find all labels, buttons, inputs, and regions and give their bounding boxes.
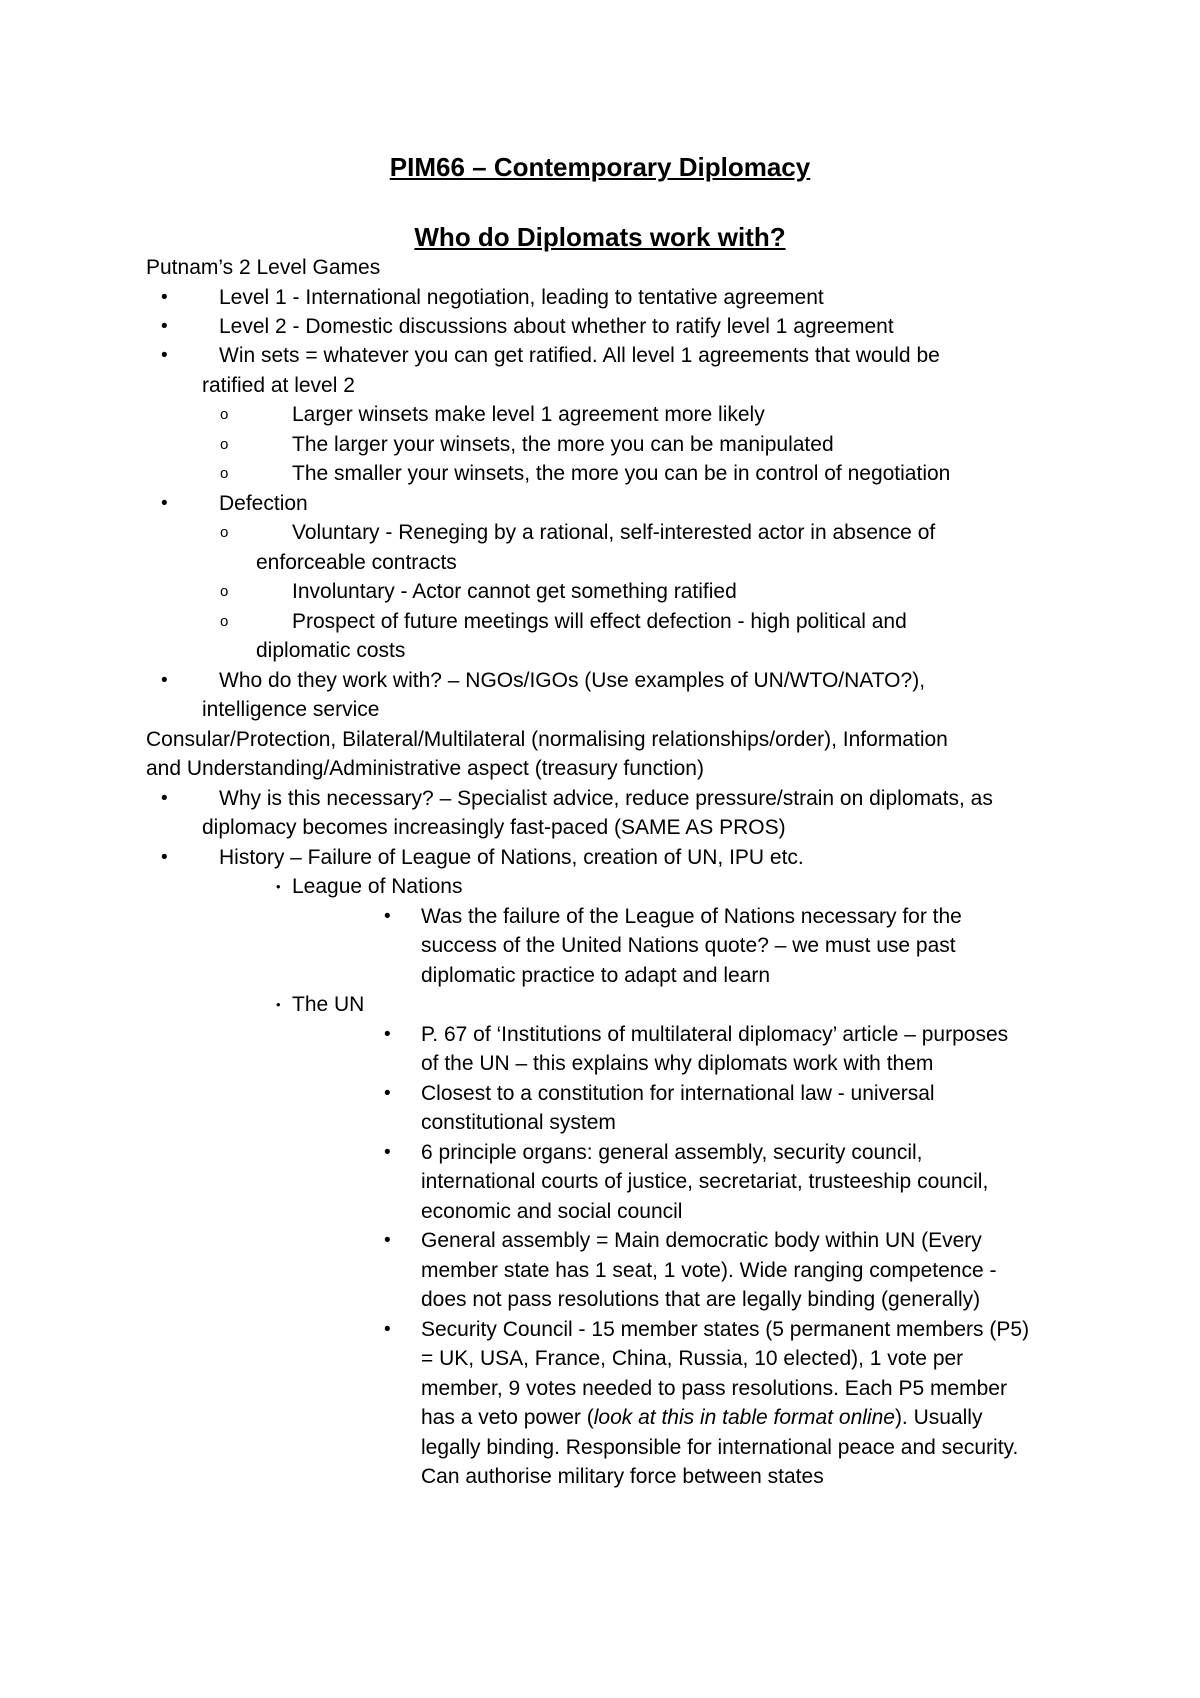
bullet-icon: • — [161, 493, 168, 514]
sub-list-item: Involuntary - Actor cannot get something ratified — [292, 580, 737, 603]
circle-bullet-icon: o — [220, 524, 229, 541]
bullet-icon: • — [161, 788, 168, 809]
bullet-icon: • — [161, 316, 168, 337]
nested-item: Was the failure of the League of Nations necessary for the — [421, 905, 962, 928]
nested-item-continuation: does not pass resolutions that are legally binding (generally) — [421, 1288, 981, 1311]
bullet-icon: • — [384, 1024, 391, 1045]
list-item-continuation: ratified at level 2 — [202, 374, 355, 397]
nested-item: P. 67 of ‘Institutions of multilateral diplomacy’ article – purposes — [421, 1023, 1009, 1046]
sub-list-item: The smaller your winsets, the more you can be in control of negotiation — [292, 462, 951, 485]
bullet-icon: • — [161, 287, 168, 308]
nested-item-continuation: of the UN – this explains why diplomats work with them — [421, 1052, 934, 1075]
paragraph-line: and Understanding/Administrative aspect (treasury function) — [146, 757, 704, 780]
circle-bullet-icon: o — [220, 436, 229, 453]
bullet-icon: • — [161, 847, 168, 868]
text-segment: has a veto power ( — [421, 1406, 594, 1429]
nested-item-continuation: Can authorise military force between states — [421, 1465, 824, 1488]
section-heading: Who do Diplomats work with? — [414, 222, 786, 252]
circle-bullet-icon: o — [220, 465, 229, 482]
list-item: Win sets = whatever you can get ratified. All level 1 agreements that would be — [219, 344, 940, 367]
putnam-heading: Putnam’s 2 Level Games — [146, 256, 381, 279]
nested-heading: The UN — [292, 993, 365, 1016]
list-item: Why is this necessary? – Specialist advice, reduce pressure/strain on diplomats, as — [219, 787, 993, 810]
bullet-icon: • — [384, 1083, 391, 1104]
list-item: Who do they work with? – NGOs/IGOs (Use examples of UN/WTO/NATO?), — [219, 669, 926, 692]
nested-item-continuation: diplomatic practice to adapt and learn — [421, 964, 771, 987]
nested-item: Closest to a constitution for international law - universal — [421, 1082, 935, 1105]
bullet-icon: • — [276, 879, 281, 894]
sub-list-item-continuation: enforceable contracts — [256, 551, 457, 574]
list-item-continuation: diplomacy becomes increasingly fast-paced (SAME AS PROS) — [202, 816, 786, 839]
bullet-icon: • — [384, 1230, 391, 1251]
nested-item-continuation — [421, 1403, 982, 1432]
nested-item: Security Council - 15 member states (5 permanent members (P5) — [421, 1318, 1030, 1341]
sub-list-item: Prospect of future meetings will effect defection - high political and — [292, 610, 907, 633]
document-title: PIM66 – Contemporary Diplomacy — [389, 152, 811, 182]
nested-item-continuation: international courts of justice, secretariat, trusteeship council, — [421, 1170, 989, 1193]
sub-list-item: Larger winsets make level 1 agreement more likely — [292, 403, 765, 426]
nested-heading: League of Nations — [292, 875, 463, 898]
list-item: History – Failure of League of Nations, creation of UN, IPU etc. — [219, 846, 804, 869]
bullet-icon: • — [161, 670, 168, 691]
bullet-icon: • — [384, 1142, 391, 1163]
text-segment: ). Usually — [894, 1406, 983, 1429]
nested-item-continuation: member state has 1 seat, 1 vote). Wide ranging competence - — [421, 1259, 997, 1282]
sub-list-item: Voluntary - Reneging by a rational, self-interested actor in absence of — [292, 521, 936, 544]
italic-text: look at this in table format online — [593, 1406, 895, 1429]
nested-item-continuation: constitutional system — [421, 1111, 616, 1134]
circle-bullet-icon: o — [220, 583, 229, 600]
nested-item-continuation: member, 9 votes needed to pass resolutions. Each P5 member — [421, 1377, 1007, 1400]
bullet-icon: • — [276, 997, 281, 1012]
nested-item-continuation: = UK, USA, France, China, Russia, 10 elected), 1 vote per — [421, 1347, 964, 1370]
nested-item-continuation: success of the United Nations quote? – we must use past — [421, 934, 956, 957]
nested-item-continuation: legally binding. Responsible for international peace and security. — [421, 1436, 1019, 1459]
list-item-continuation: intelligence service — [202, 698, 380, 721]
bullet-icon: • — [384, 1319, 391, 1340]
circle-bullet-icon: o — [220, 406, 229, 423]
nested-item: General assembly = Main democratic body within UN (Every — [421, 1229, 982, 1252]
sub-list-item: The larger your winsets, the more you can be manipulated — [292, 433, 834, 456]
nested-item-continuation: economic and social council — [421, 1200, 683, 1223]
list-item: Level 2 - Domestic discussions about whether to ratify level 1 agreement — [219, 315, 894, 338]
nested-item: 6 principle organs: general assembly, security council, — [421, 1141, 923, 1164]
sub-list-item-continuation: diplomatic costs — [256, 639, 406, 662]
list-item: Defection — [219, 492, 308, 515]
paragraph-line: Consular/Protection, Bilateral/Multilateral (normalising relationships/order), Information — [146, 728, 948, 751]
bullet-icon: • — [384, 906, 391, 927]
bullet-icon: • — [161, 345, 168, 366]
circle-bullet-icon: o — [220, 613, 229, 630]
list-item: Level 1 - International negotiation, leading to tentative agreement — [219, 286, 824, 309]
